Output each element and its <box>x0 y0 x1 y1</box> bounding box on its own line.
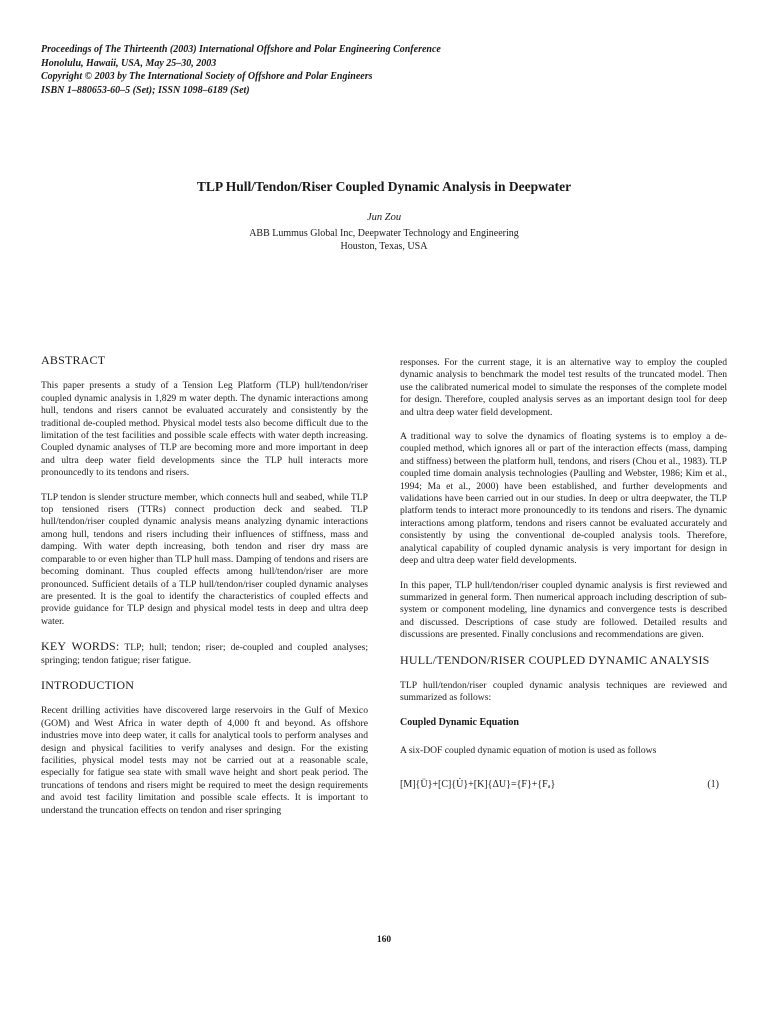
keywords-label: KEY WORDS: <box>41 639 120 654</box>
keywords <box>41 640 368 667</box>
proceedings-line: Proceedings of The Thirteenth (2003) International Offshore and Polar Engineering Conference <box>41 44 441 55</box>
left-column <box>41 354 368 817</box>
right-column <box>400 357 727 798</box>
introduction-paragraph: Recent drilling activities have discovered large reservoirs in the Gulf of Mexico (GOM) and West Africa in water depth of 4,000 ft and beyond. As offshore industries move into deep water, it calls for analytical tools to perform analyses and design and physical facilities to verify analyses and design. For the existing facilities, physical model tests may not be carried out at a reasonable scale, especially for fatigue sea state with small wave height and short peak period. The truncations of tendons and risers might be required to meet the design requirements and avoid test facility limitation and possible scale effects. It is important to understand the truncation effects on tendon and riser springing <box>41 705 368 816</box>
keywords-text: TLP; hull; tendon; riser; de-coupled and coupled analyses; springing; tendon fatigue; riser fatigue. <box>41 642 369 666</box>
author-affiliation <box>0 227 768 253</box>
right-paragraph-3: In this paper, TLP hull/tendon/riser coupled dynamic analysis is first reviewed and summarized in general form. Then numerical approach including description of sub-system or component modeling, line dynamics and convergence tests is described and discussed. Descriptions of case study are followed. Detailed results and discussions are presented. Finally conclusions and recommendations are given. <box>400 579 727 641</box>
right-paragraph-4: TLP hull/tendon/riser coupled dynamic analysis techniques are reviewed and summarized as follows: <box>400 679 727 704</box>
subsection-heading: Coupled Dynamic Equation <box>400 716 519 728</box>
proceedings-isbn: ISBN 1–880653-60–5 (Set); ISSN 1098–6189 (Set) <box>41 84 250 96</box>
abstract-paragraph-1: This paper presents a study of a Tension Leg Platform (TLP) hull/tendon/riser coupled dynamic analysis in 1,829 m water depth. The dynamic interactions among hull, tendons and risers cannot be evaluated accurately and consistently by the traditional de-coupled method. Physical model tests also become difficult due to the limitation of the test facilities and possible scale effects with water depth increasing. Coupled dynamic analyses of TLP are becoming more and more important in deep and ultra deep water field developments since the TLP hull interacts more pronouncedly to its tendons and risers. <box>41 380 368 479</box>
proceedings-copyright: Copyright © 2003 by The International Society of Offshore and Polar Engineers <box>41 71 373 82</box>
introduction-heading: INTRODUCTION <box>41 677 135 692</box>
affiliation-location: Houston, Texas, USA <box>340 241 428 252</box>
author-name: Jun Zou <box>366 212 402 223</box>
equation-number: (1) <box>707 778 719 790</box>
page-number: 160 <box>376 935 392 945</box>
right-paragraph-5: A six-DOF coupled dynamic equation of motion is used as follows <box>400 745 657 757</box>
right-paragraph-2: A traditional way to solve the dynamics of floating systems is to employ a de-coupled method, which ignores all or part of the interaction effects (mass, damping and stiffness) between the platform hull, tendons, and risers (Chou et al., 1983). TLP coupled time domain analysis technologies (Paulling and Webster, 1986; Kim et al., 1994; Ma et al., 2000) have been established, and further developments and validations have been carried out in our studies. In deep or ultra deepwater, the TLP platform tends to interact more pronouncedly to its tendons and risers. The dynamic interactions among platform, tendons and risers cannot be evaluated accurately and consistently by using the conventional de-coupled analysis tools. Therefore, analytical capability of coupled dynamic analysis is very important for design in deep and ultra deep water field developments. <box>400 431 727 567</box>
paper-title: TLP Hull/Tendon/Riser Coupled Dynamic Analysis in Deepwater <box>196 179 572 194</box>
right-paragraph-1: responses. For the current stage, it is an alternative way to employ the coupled dynamic analysis to benchmark the model test results of the truncated model. Then use the calibrated numerical model to simulate the responses of the complete model for design. Therefore, coupled analysis serves as an important design tool for deep and ultra deep water field development. <box>400 357 727 418</box>
abstract-paragraph-2: TLP tendon is slender structure member, which connects hull and seabed, while TLP top tensioned risers (TTRs) connect production deck and seabed. TLP hull/tendon/riser coupled dynamic analysis means analyzing dynamic interactions among hull, tendons and risers including their influences of stiffness, mass and damping. With water depth increasing, both tendon and riser dry mass are comparable to or even higher than TLP hull mass. Damping of tendons and risers are becoming dominant. Thus coupled effects among hull/tendon/riser are more pronounced. Sufficient details of a TLP hull/tendon/riser coupled dynamic analyses are presented. It is the goal to identify the characteristics of coupled effects and provide guidance for TLP design and physical model tests in deep and ultra deep water. <box>41 491 368 627</box>
equation-1 <box>400 776 727 798</box>
affiliation-org: ABB Lummus Global Inc, Deepwater Technology and Engineering <box>249 228 519 239</box>
abstract-heading: ABSTRACT <box>41 353 106 367</box>
equation-body: [M]{Ü}+[C]{U̇}+[K]{ΔU}={F}+{Fₐ} <box>400 778 556 790</box>
proceedings-header <box>41 43 731 97</box>
proceedings-location: Honolulu, Hawaii, USA, May 25–30, 2003 <box>41 57 217 69</box>
section-heading: HULL/TENDON/RISER COUPLED DYNAMIC ANALYSIS <box>400 652 710 667</box>
